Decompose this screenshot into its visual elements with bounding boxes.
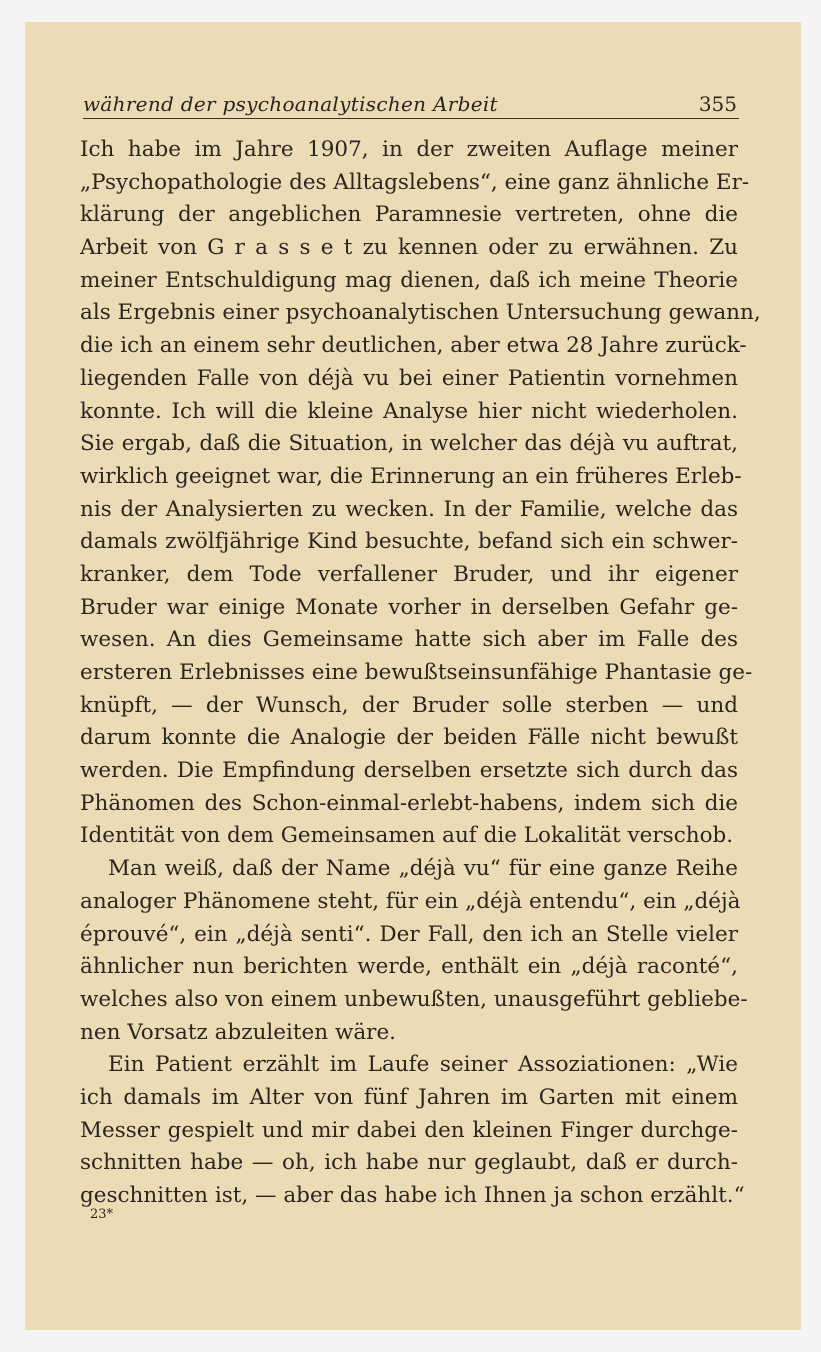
text-line: „Psychopathologie des Alltagslebens“, eine ganz ähnliche Er- — [80, 169, 750, 195]
text-line: schnitten habe — oh, ich habe nur geglaubt, daß er durch- — [80, 1150, 738, 1176]
text-line: damals zwölfjährige Kind besuchte, befand sich ein schwer- — [80, 529, 738, 555]
text-line: ähnlicher nun berichten werde, enthält ein „déjà raconté“, — [80, 954, 738, 980]
page-header — [83, 88, 739, 119]
text-line: analoger Phänomene steht, für ein „déjà entendu“, ein „déjà — [80, 888, 741, 914]
text-line: meiner Entschuldigung mag dienen, daß ich meine Theorie — [80, 267, 738, 293]
text-line: konnte. Ich will die kleine Analyse hier nicht wiederholen. — [80, 398, 738, 424]
text-line: die ich an einem sehr deutlichen, aber etwa 28 Jahre zurück- — [80, 333, 747, 359]
text-line: werden. Die Empfindung derselben ersetzte sich durch das — [80, 758, 738, 784]
text-line: Bruder war einige Monate vorher in derselben Gefahr ge- — [80, 594, 738, 620]
text-line: éprouvé“, ein „déjà senti“. Der Fall, den ich an Stelle vieler — [80, 921, 738, 947]
text-line: liegenden Falle von déjà vu bei einer Patientin vornehmen — [80, 365, 738, 391]
text-line: wesen. An dies Gemeinsame hatte sich aber im Falle des — [80, 627, 738, 653]
text-line: geschnitten ist, — aber das habe ich Ihnen ja schon erzählt.“ — [80, 1183, 745, 1208]
text-line: nis der Analysierten zu wecken. In der Familie, welche das — [80, 496, 738, 522]
text-line: Ein Patient erzählt im Laufe seiner Assoziationen: „Wie — [108, 1052, 738, 1078]
text-line: Ich habe im Jahre 1907, in der zweiten Auflage meiner — [80, 137, 738, 162]
text-line: als Ergebnis einer psychoanalytischen Untersuchung gewann, — [80, 300, 761, 326]
text-line: knüpft, — der Wunsch, der Bruder solle sterben — und — [80, 692, 738, 718]
text-line: klärung der angeblichen Paramnesie vertreten, ohne die — [80, 202, 738, 228]
body-text — [80, 134, 761, 1213]
text-line: ich damals im Alter von fünf Jahren im Garten mit einem — [80, 1084, 738, 1110]
running-title: während der psychoanalytischen Arbeit — [83, 92, 498, 116]
book-page — [25, 22, 801, 1330]
text-line: Identität von dem Gemeinsamen auf die Lokalität verschob. — [80, 823, 734, 849]
page-number: 355 — [698, 92, 737, 116]
text-line: Arbeit von G r a s s e t zu kennen oder zu erwähnen. Zu — [80, 235, 738, 261]
text-line: welches also von einem unbewußten, unausgeführt gebliebe- — [80, 986, 748, 1012]
text-line: darum konnte die Analogie der beiden Fälle nicht bewußt — [80, 725, 738, 751]
text-line: wirklich geeignet war, die Erinnerung an ein früheres Erleb- — [80, 463, 742, 489]
text-line: Messer gespielt und mir dabei den kleinen Finger durchge- — [80, 1117, 738, 1143]
text-line: Man weiß, daß der Name „déjà vu“ für eine ganze Reihe — [108, 856, 738, 882]
text-line: kranker, dem Tode verfallener Bruder, und ihr eigener — [80, 561, 738, 587]
text-line: Phänomen des Schon-einmal-erlebt-habens, indem sich die — [80, 790, 738, 816]
text-line: ersteren Erlebnisses eine bewußtseinsunfähige Phantasie ge- — [80, 660, 753, 685]
signature-mark: 23* — [90, 1207, 114, 1222]
text-line: nen Vorsatz abzuleiten wäre. — [80, 1019, 397, 1045]
text-line: Sie ergab, daß die Situation, in welcher das déjà vu auftrat, — [80, 431, 738, 457]
